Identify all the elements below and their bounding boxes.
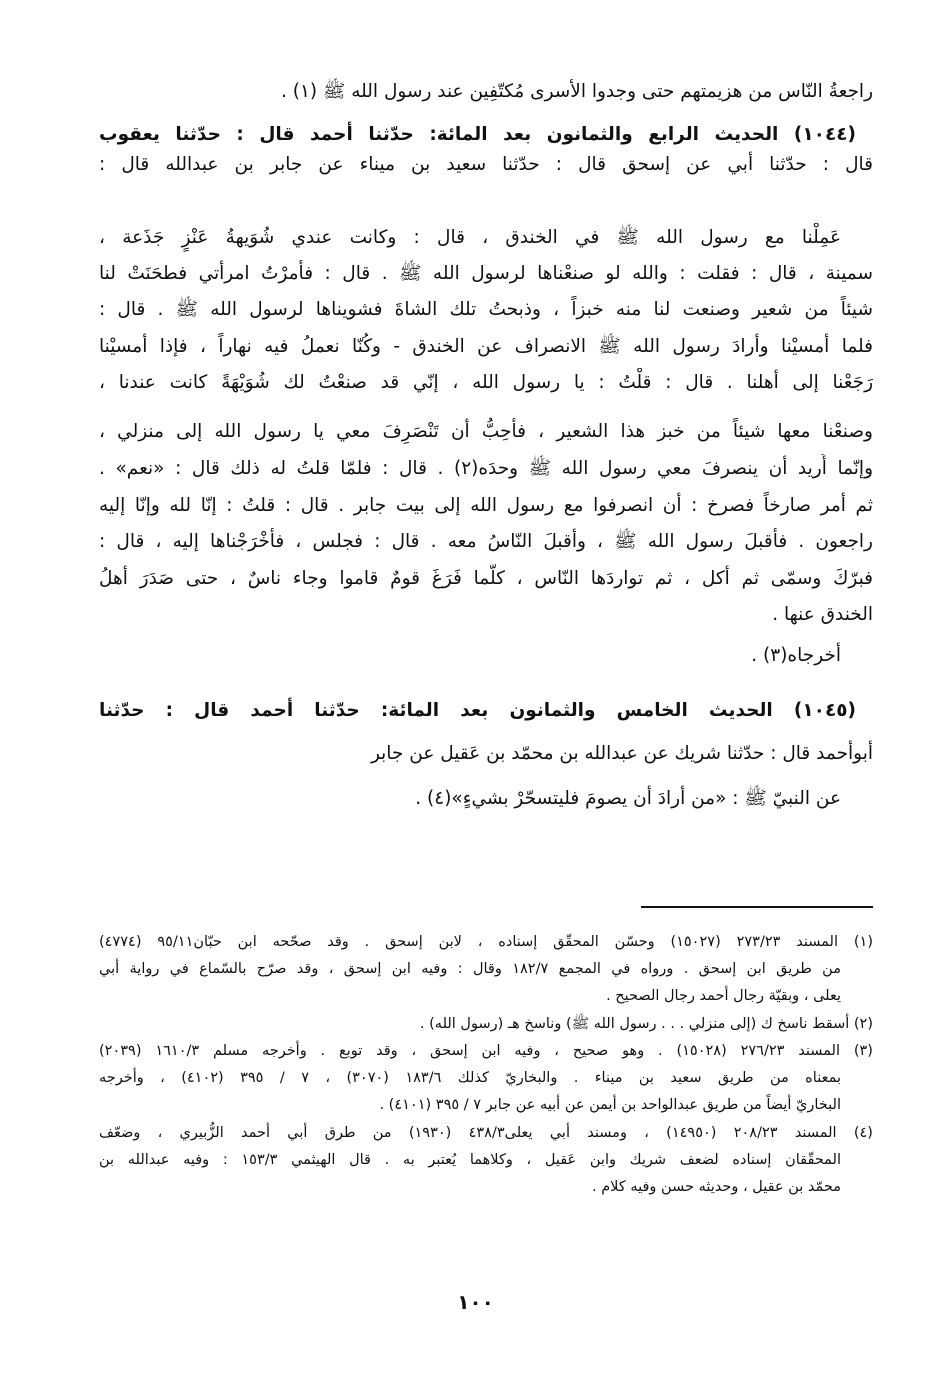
footnote-line: (٣) المسند ٢٧٦/٢٣ (١٥٠٢٨) . وهو صحيح ، وفيه ابن إسحق ، وقد توبع . وأخرجه مسلم ١٦١٠/٣ (٢٠٣٩) xyxy=(99,1043,873,1059)
text-line: أخرجاه(٣) . xyxy=(751,645,841,666)
text-line: عن النبيّ ﷺ : «من أرادَ أن يصومَ فليتسحّرْ بشيءٍ»(٤) . xyxy=(415,788,841,809)
text-line: عَمِلْنا مع رسول الله ﷺ في الخندق ، قال : وكانت عندي شُوَيهةُ عَنْزٍ جَذَعة ، xyxy=(99,227,841,248)
footnote-line: (٢) أسقط ناسخ ك (إلى منزلي . . . رسول الله ﷺ) وناسخ هـ (رسول الله) . xyxy=(419,1016,873,1032)
text-line: قال : حدّثنا أبي عن إسحق قال : حدّثنا سعيد بن ميناء عن جابر بن عبدالله قال : xyxy=(99,154,873,175)
text-line: رَجَعْنا إلى أهلنا . قال : قلْتُ : يا رسول الله ، إنّي قد صنعْتُ لك شُوَيْهَةً كانت عندنا ، xyxy=(99,372,873,393)
text-line: سمينة ، قال : فقلت : والله لو صنعْناها لرسول الله ﷺ . قال : فأمرْتُ امرأتي فطحَنَتْ لنا xyxy=(99,263,873,284)
text-line: ثم أمر صارخاً فصرخ : أن انصرفوا مع رسول الله إلى بيت جابر . قال : قلتُ : إنّا لله وإنّا إليه xyxy=(99,495,873,516)
hadith-heading-1045: (١٠٤٥) الحديث الخامس والثمانون بعد المائة: حدّثنا أحمد قال : حدّثنا xyxy=(99,700,856,721)
text-line: فلما أمسيْنا وأرادَ رسول الله ﷺ الانصراف عن الخندق - وكُنّا نعملُ فيه نهاراً ، فإذا أمسيْنا xyxy=(99,336,873,357)
hadith-heading-1044: (١٠٤٤) الحديث الرابع والثمانون بعد المائة: حدّثنا أحمد قال : حدّثنا يعقوب xyxy=(99,124,856,145)
text-line: وصنعْنا معها شيئاً من خبز هذا الشعير ، فأحِبُّ أن تَنْصَرِفَ معي يا رسول الله إلى منزلي ، xyxy=(99,421,873,442)
footnote-line: المحقّقان إسناده لضعف شريك وابن عَقيل ، وكلاهما يُعتبر به . قال الهيثمي ١٥٣/٣ : وفيه عبدالله بن xyxy=(99,1152,841,1168)
text-line: راجعون . فأقبلَ رسول الله ﷺ ، وأقبلَ النّاسُ معه . قال : فجلس ، فأخْرَجْناها إليه ، قال : xyxy=(99,531,873,552)
page-number: ١٠٠ xyxy=(457,1290,494,1314)
text-line: أبوأحمد قال : حدّثنا شريك عن عبدالله بن محمّد بن عَقيل عن جابر xyxy=(370,743,873,764)
footnote-line: يعلى ، وبقيّة رجال أحمد رجال الصحيح . xyxy=(606,988,841,1004)
text-line: راجعةُ النّاس من هزيمتهم حتى وجدوا الأسرى مُكتّفِين عند رسول الله ﷺ (١) . xyxy=(281,81,873,102)
text-line: شيئاً من شعير وصنعت لنا منه خبزاً ، وذبحتُ تلك الشاةَ فشويناها لرسول الله ﷺ . قال : xyxy=(99,299,873,320)
text-line: فبرّكَ وسمّى ثم أكل ، ثم تواردَها النّاس ، كلّما فَرَغَ قومٌ قاموا وجاء ناسٌ ، حتى صَدَرَ أهلُ xyxy=(99,568,873,589)
footnote-line: البخاريّ أيضاً من طريق عبدالواحد بن أيمن عن أبيه عن جابر ٧ / ٣٩٥ (٤١٠١) . xyxy=(379,1097,841,1113)
footnote-line: (٤) المسند ٢٠٨/٢٣ (١٤٩٥٠) ، ومسند أبي يعلى٤٣٨/٣ (١٩٣٠) من طرق أبي أحمد الزُّبيري ، وضعّف xyxy=(99,1125,873,1141)
footnote-separator xyxy=(641,906,873,908)
text-line: الخندق عنها . xyxy=(772,604,873,625)
footnote-line: محمّد بن عقيل ، وحديثه حسن وفيه كلام . xyxy=(591,1179,841,1195)
footnote-line: بمعناه من طريق سعيد بن ميناء . والبخاريّ كذلك ١٨٣/٦ (٣٠٧٠) ، ٧ / ٣٩٥ (٤١٠٢) ، وأخرجه xyxy=(99,1070,841,1086)
text-line: وإنّما أُريد أن ينصرفَ معي رسول الله ﷺ وحدَه(٢) . قال : فلمّا قلتُ له ذلك قال : «نعم» . xyxy=(99,458,873,479)
footnote-line: من طريق ابن إسحق . ورواه في المجمع ١٨٢/٧ وقال : وفيه ابن إسحق ، وقد صرّح بالسّماع في رواية أبي xyxy=(99,961,841,977)
footnote-line: (١) المسند ٢٧٣/٢٣ (١٥٠٢٧) وحسّن المحقّق إسناده ، لابن إسحق . وقد صحّحه ابن حبّان٩٥/١١ (٤٧٧٤) xyxy=(99,934,873,950)
